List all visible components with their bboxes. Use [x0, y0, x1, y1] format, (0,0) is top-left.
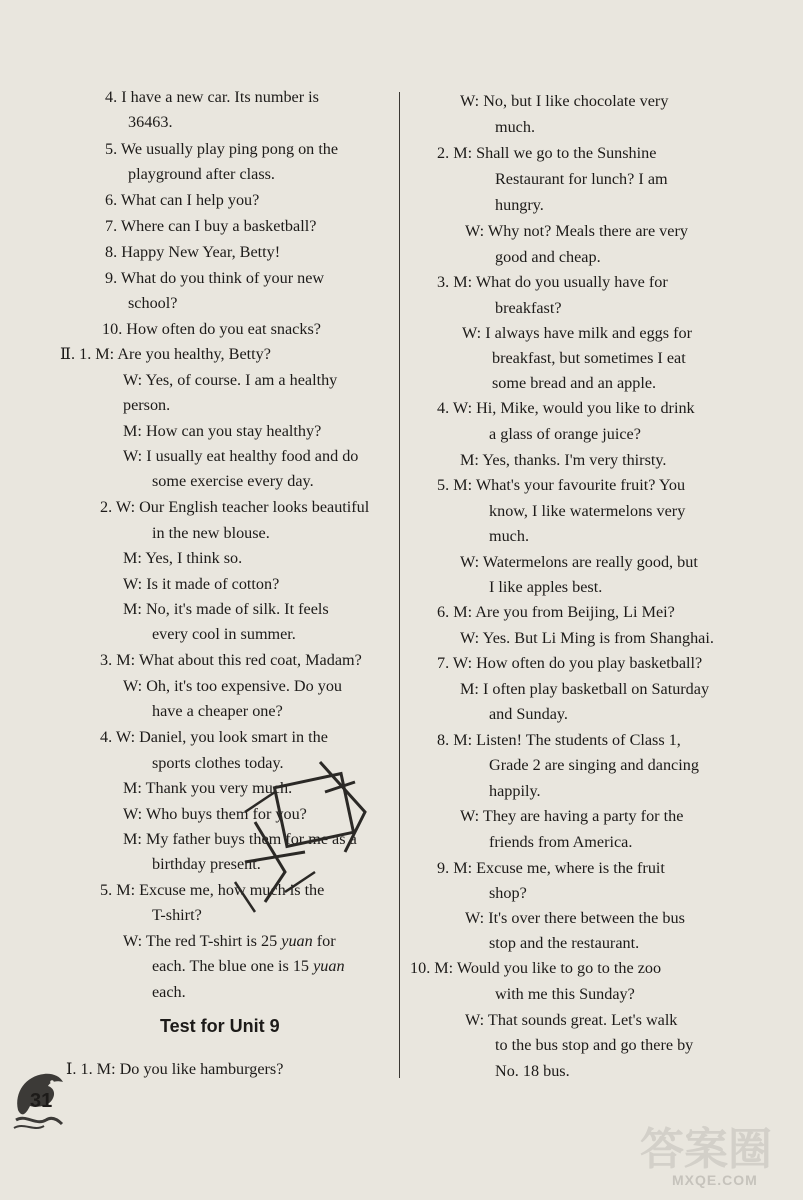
dialogue-line: birthday present.: [152, 855, 261, 873]
dialogue-line: I like apples best.: [489, 578, 603, 596]
dialogue-line: M: Thank you very much.: [123, 779, 293, 797]
dialogue-line: No. 18 bus.: [495, 1062, 570, 1080]
dialogue-line: M: Yes, thanks. I'm very thirsty.: [460, 451, 667, 469]
dialogue-line: 3. M: What about this red coat, Madam?: [100, 651, 362, 669]
dialogue-line: with me this Sunday?: [495, 985, 635, 1003]
dialogue-line: 10. M: Would you like to go to the zoo: [410, 959, 662, 977]
svg-text:答案圈: 答案圈: [640, 1124, 772, 1175]
handwritten-stamp: [225, 752, 385, 922]
dialogue-line: breakfast?: [495, 299, 562, 317]
dialogue-line: 4. W: Hi, Mike, would you like to drink: [437, 399, 695, 417]
dialogue-line: happily.: [489, 782, 541, 800]
dialogue-line: each.: [152, 983, 186, 1001]
dialogue-line: some bread and an apple.: [492, 374, 657, 392]
dialogue-line: 8. Happy New Year, Betty!: [105, 243, 281, 261]
dialogue-line: W: Oh, it's too expensive. Do you: [123, 677, 343, 695]
dialogue-line: M: I often play basketball on Saturday: [460, 680, 710, 698]
dialogue-line: 5. We usually play ping pong on the: [105, 140, 339, 158]
dialogue-line: hungry.: [495, 196, 544, 214]
dialogue-line: W: I always have milk and eggs for: [462, 324, 692, 342]
dialogue-line: 4. W: Daniel, you look smart in the: [100, 728, 328, 746]
dialogue-line: 7. Where can I buy a basketball?: [105, 217, 317, 235]
dialogue-line: 36463.: [128, 113, 173, 131]
dialogue-line: 6. What can I help you?: [105, 191, 260, 209]
dialogue-line: 5. M: Excuse me, how much is the: [100, 881, 325, 899]
dialogue-line: W: It's over there between the bus: [465, 909, 685, 927]
dialogue-line: M: My father buys them for me as a: [123, 830, 357, 848]
dialogue-line: W: They are having a party for the: [460, 807, 684, 825]
dialogue-line: some exercise every day.: [152, 472, 314, 490]
dialogue-line: M: No, it's made of silk. It feels: [123, 600, 329, 618]
dialogue-line: Ⅱ. 1. M: Are you healthy, Betty?: [60, 345, 271, 363]
dialogue-line: Ⅰ. 1. M: Do you like hamburgers?: [66, 1060, 284, 1078]
dialogue-line: friends from America.: [489, 833, 633, 851]
dialogue-line: W: I usually eat healthy food and do: [123, 447, 359, 465]
dialogue-line: W: Yes. But Li Ming is from Shanghai.: [460, 629, 714, 647]
dialogue-line: a glass of orange juice?: [489, 425, 641, 443]
dialogue-line: breakfast, but sometimes I eat: [492, 349, 686, 367]
dialogue-line: Grade 2 are singing and dancing: [489, 756, 699, 774]
dialogue-line: and Sunday.: [489, 705, 568, 723]
dialogue-line: W: Is it made of cotton?: [123, 575, 280, 593]
dialogue-line: much.: [489, 527, 530, 545]
dialogue-line: 8. M: Listen! The students of Class 1,: [437, 731, 681, 749]
dialogue-line: 2. M: Shall we go to the Sunshine: [437, 144, 657, 162]
watermark-url: MXQE.COM: [672, 1172, 758, 1188]
dialogue-line: playground after class.: [128, 165, 275, 183]
dialogue-line: 4. I have a new car. Its number is: [105, 88, 319, 106]
dialogue-line: sports clothes today.: [152, 754, 284, 772]
dialogue-line: 2. W: Our English teacher looks beautiful: [100, 498, 370, 516]
dialogue-line: have a cheaper one?: [152, 702, 283, 720]
dialogue-line: 6. M: Are you from Beijing, Li Mei?: [437, 603, 675, 621]
dialogue-line: stop and the restaurant.: [489, 934, 640, 952]
dialogue-line: T-shirt?: [152, 906, 202, 924]
dialogue-line: much.: [495, 118, 536, 136]
dialogue-line: M: How can you stay healthy?: [123, 422, 322, 440]
section-title: Test for Unit 9: [160, 1016, 280, 1036]
dialogue-line: 9. What do you think of your new: [105, 269, 325, 287]
dialogue-line: 3. M: What do you usually have for: [437, 273, 668, 291]
dialogue-line: W: Who buys them for you?: [123, 805, 307, 823]
page-number: 31: [30, 1090, 53, 1112]
dialogue-line: 7. W: How often do you play basketball?: [437, 654, 703, 672]
dialogue-line: shop?: [489, 884, 527, 902]
dialogue-line: Restaurant for lunch? I am: [495, 170, 668, 188]
dialogue-line: school?: [128, 294, 178, 312]
dialogue-line: 9. M: Excuse me, where is the fruit: [437, 859, 665, 877]
dialogue-line: every cool in summer.: [152, 625, 296, 643]
dialogue-line: W: The red T-shirt is 25 yuan for: [123, 932, 336, 950]
dialogue-line: 10. How often do you eat snacks?: [102, 320, 321, 338]
dialogue-line: good and cheap.: [495, 248, 601, 266]
dialogue-line: W: That sounds great. Let's walk: [465, 1011, 678, 1029]
watermark-logo: [640, 1118, 800, 1178]
dialogue-line: to the bus stop and go there by: [495, 1036, 694, 1054]
dialogue-line: 5. M: What's your favourite fruit? You: [437, 476, 686, 494]
dialogue-line: W: Yes, of course. I am a healthy: [123, 371, 338, 389]
dialogue-line: in the new blouse.: [152, 524, 270, 542]
dialogue-line: each. The blue one is 15 yuan: [152, 957, 345, 975]
dialogue-line: W: No, but I like chocolate very: [460, 92, 669, 110]
dialogue-line: W: Why not? Meals there are very: [465, 222, 688, 240]
dialogue-line: know, I like watermelons very: [489, 502, 686, 520]
dialogue-line: M: Yes, I think so.: [123, 549, 243, 567]
column-divider: [399, 92, 400, 1078]
dialogue-line: person.: [123, 396, 171, 414]
dialogue-line: W: Watermelons are really good, but: [460, 553, 698, 571]
